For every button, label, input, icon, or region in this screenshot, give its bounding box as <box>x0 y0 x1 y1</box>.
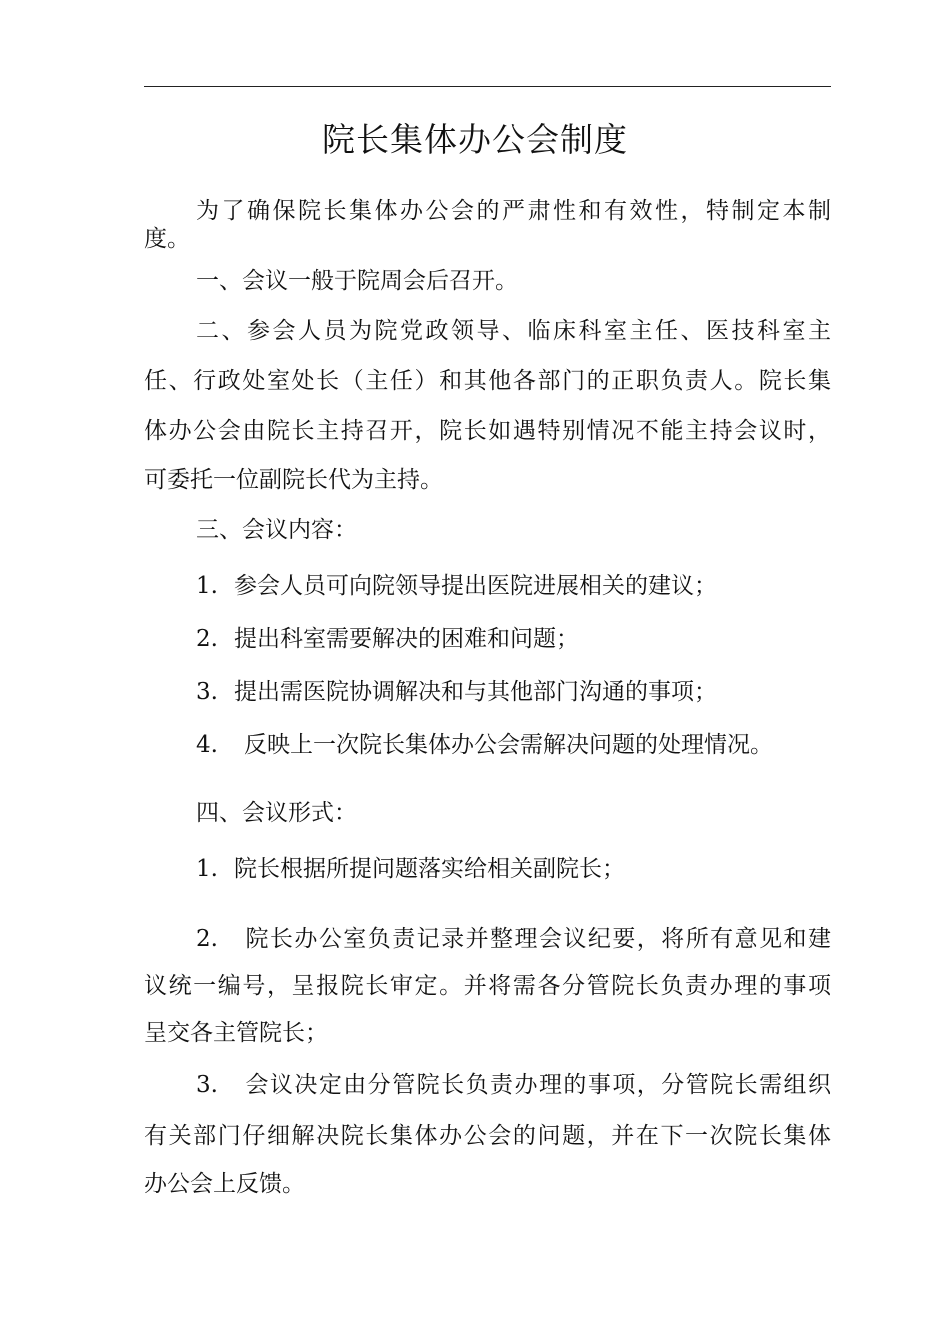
list-item-text: 院长根据所提问题落实给相关副院长； <box>234 856 625 882</box>
section-3-heading: 三、会议内容： <box>196 517 357 543</box>
list-item-text: 反映上一次院长集体办公会需解决问题的处理情况。 <box>244 732 773 758</box>
list-item-number: 1. <box>196 573 218 599</box>
list-item-number: 2. <box>196 626 218 652</box>
list-item-2-line-3: 呈交各主管院长； <box>144 1020 328 1046</box>
list-item <box>196 571 831 601</box>
list-item <box>196 677 831 707</box>
list-item-text: 提出科室需要解决的困难和问题； <box>234 626 579 652</box>
section-2-line-1: 二、参会人员为院党政领导、临床科室主任、医技科室主 <box>196 318 831 344</box>
list-item <box>196 854 831 884</box>
list-item-3-line-1 <box>196 1070 831 1100</box>
list-item-number: 3. <box>196 1072 218 1098</box>
section-2-line-3: 体办公会由院长主持召开，院长如遇特别情况不能主持会议时， <box>144 418 831 444</box>
header-rule <box>144 86 831 87</box>
section-1: 一、会议一般于院周会后召开。 <box>196 268 518 294</box>
list-item-3-line-2: 有关部门仔细解决院长集体办公会的问题，并在下一次院长集体 <box>144 1123 831 1149</box>
list-item-2-line-1 <box>196 924 831 954</box>
list-item-number: 4. <box>196 732 218 758</box>
list-item <box>196 624 831 654</box>
list-item-number: 3. <box>196 679 218 705</box>
list-item-2-line-2: 议统一编号，呈报院长审定。并将需各分管院长负责办理的事项 <box>144 973 831 999</box>
intro-line-1: 为了确保院长集体办公会的严肃性和有效性，特制定本制 <box>196 198 831 224</box>
document-title: 院长集体办公会制度 <box>322 120 628 159</box>
list-item-number: 2. <box>196 926 218 952</box>
section-2-line-2: 任、行政处室处长（主任）和其他各部门的正职负责人。院长集 <box>144 368 831 394</box>
list-item-text: 院长办公室负责记录并整理会议纪要，将所有意见和建 <box>244 926 831 952</box>
list-item-text: 参会人员可向院领导提出医院进展相关的建议； <box>234 573 717 599</box>
list-item-number: 1. <box>196 856 218 882</box>
list-item <box>196 730 831 760</box>
section-2-line-4: 可委托一位副院长代为主持。 <box>144 467 443 493</box>
section-4-heading: 四、会议形式： <box>196 800 357 826</box>
list-item-text: 提出需医院协调解决和与其他部门沟通的事项； <box>234 679 717 705</box>
list-item-text: 会议决定由分管院长负责办理的事项，分管院长需组织 <box>244 1072 831 1098</box>
list-item-3-line-3: 办公会上反馈。 <box>144 1171 305 1197</box>
intro-line-2: 度。 <box>144 226 190 252</box>
